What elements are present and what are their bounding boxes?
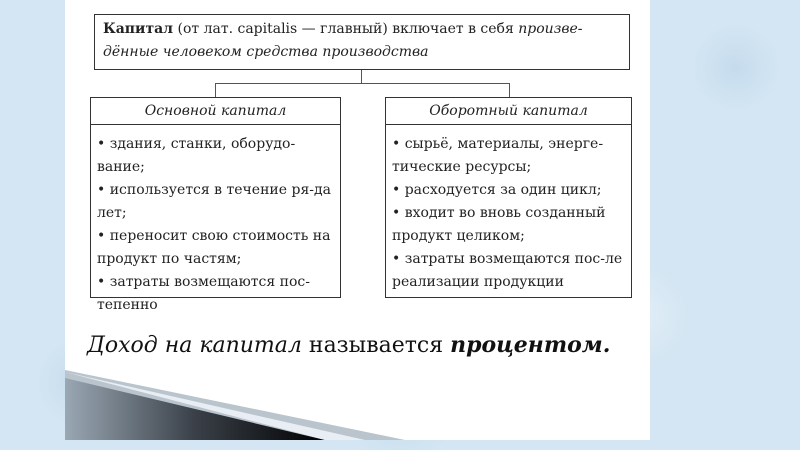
definition-term: Капитал (103, 21, 174, 37)
connector-horizontal (215, 83, 510, 84)
conclusion-italic: Доход на капитал (87, 333, 302, 358)
definition-box (94, 14, 630, 70)
working-capital-title: Оборотный капитал (429, 103, 588, 119)
list-item: • затраты возмещаются пос-ле реализации продукции (392, 251, 623, 290)
definition-text: (от лат. capitalis — главный) включает в себя (173, 21, 519, 37)
list-item: • входит во вновь созданный продукт целиком; (392, 205, 606, 244)
conclusion-plain: называется (301, 333, 451, 358)
fixed-capital-list (90, 125, 341, 313)
working-capital-header (385, 97, 632, 125)
list-item: • используется в течение ря-да лет; (97, 182, 331, 221)
fixed-capital-title: Основной капитал (144, 103, 287, 119)
conclusion-bold: процентом. (450, 332, 611, 358)
list-item: • затраты возмещаются пос-тепенно (97, 274, 310, 313)
connector-vertical-top (361, 70, 362, 83)
list-item: • расходуется за один цикл; (392, 182, 602, 198)
definition-italic: произве-дённые человеком средства производства (103, 21, 583, 60)
connector-left-drop (215, 83, 216, 97)
working-capital-list (385, 125, 632, 298)
decorative-swoosh (65, 368, 405, 440)
list-item: • переносит свою стоимость на продукт по частям; (97, 228, 331, 267)
list-item: • здания, станки, оборудо-вание; (97, 136, 296, 175)
slide (65, 0, 650, 440)
conclusion-text (87, 332, 647, 358)
connector-right-drop (509, 83, 510, 97)
fixed-capital-header (90, 97, 341, 125)
list-item: • сырьё, материалы, энерге-тические ресурсы; (392, 136, 604, 175)
